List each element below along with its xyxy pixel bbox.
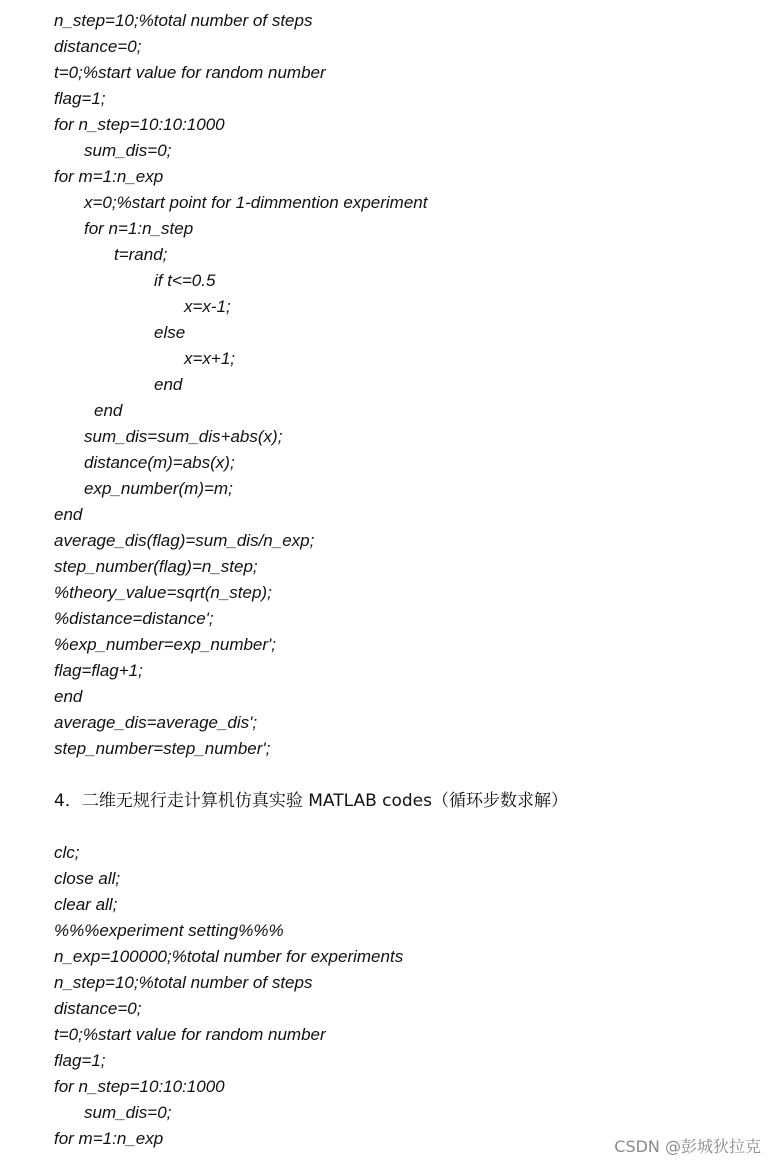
code-line: else (154, 323, 186, 342)
code-line: end (54, 505, 83, 524)
code-line: %distance=distance'; (54, 609, 214, 628)
code-line: t=0;%start value for random number (54, 1025, 326, 1044)
code-line: distance(m)=abs(x); (84, 453, 235, 472)
code-line: x=0;%start point for 1-dimmention experiment (84, 193, 428, 212)
code-line: for n_step=10:10:1000 (54, 115, 225, 134)
code-line: clc; (54, 843, 80, 862)
code-line: end (54, 687, 83, 706)
code-line: exp_number(m)=m; (84, 479, 233, 498)
code-line: %theory_value=sqrt(n_step); (54, 583, 272, 602)
code-line: for n=1:n_step (84, 219, 194, 238)
code-line: for m=1:n_exp (54, 167, 164, 186)
code-line: end (94, 401, 123, 420)
code-line: for m=1:n_exp (54, 1129, 164, 1148)
code-line: close all; (54, 869, 121, 888)
code-line: sum_dis=0; (84, 141, 172, 160)
code-line: distance=0; (54, 999, 142, 1018)
code-line: n_exp=100000;%total number for experiments (54, 947, 404, 966)
code-line: sum_dis=sum_dis+abs(x); (84, 427, 283, 446)
code-line: n_step=10;%total number of steps (54, 973, 313, 992)
code-line: distance=0; (54, 37, 142, 56)
code-line: step_number(flag)=n_step; (54, 557, 258, 576)
code-line: t=rand; (114, 245, 168, 264)
code-line: %exp_number=exp_number'; (54, 635, 277, 654)
code-line: clear all; (54, 895, 118, 914)
code-line: flag=flag+1; (54, 661, 143, 680)
code-line: x=x-1; (184, 297, 231, 316)
code-line: average_dis=average_dis'; (54, 713, 258, 732)
code-line: if t<=0.5 (154, 271, 216, 290)
csdn-watermark: CSDN @彭城狄拉克 (614, 1137, 761, 1156)
code-line: average_dis(flag)=sum_dis/n_exp; (54, 531, 315, 550)
code-line: sum_dis=0; (84, 1103, 172, 1122)
code-line: for n_step=10:10:1000 (54, 1077, 225, 1096)
section-heading: 4．二维无规行走计算机仿真实验 MATLAB codes（循环步数求解） (54, 791, 568, 811)
code-line: step_number=step_number'; (54, 739, 271, 758)
code-line: x=x+1; (184, 349, 236, 368)
code-line: flag=1; (54, 1051, 106, 1070)
code-line: %%%experiment setting%%% (54, 921, 284, 940)
code-line: n_step=10;%total number of steps (54, 11, 313, 30)
code-line: end (154, 375, 183, 394)
code-line: flag=1; (54, 89, 106, 108)
code-line: t=0;%start value for random number (54, 63, 326, 82)
